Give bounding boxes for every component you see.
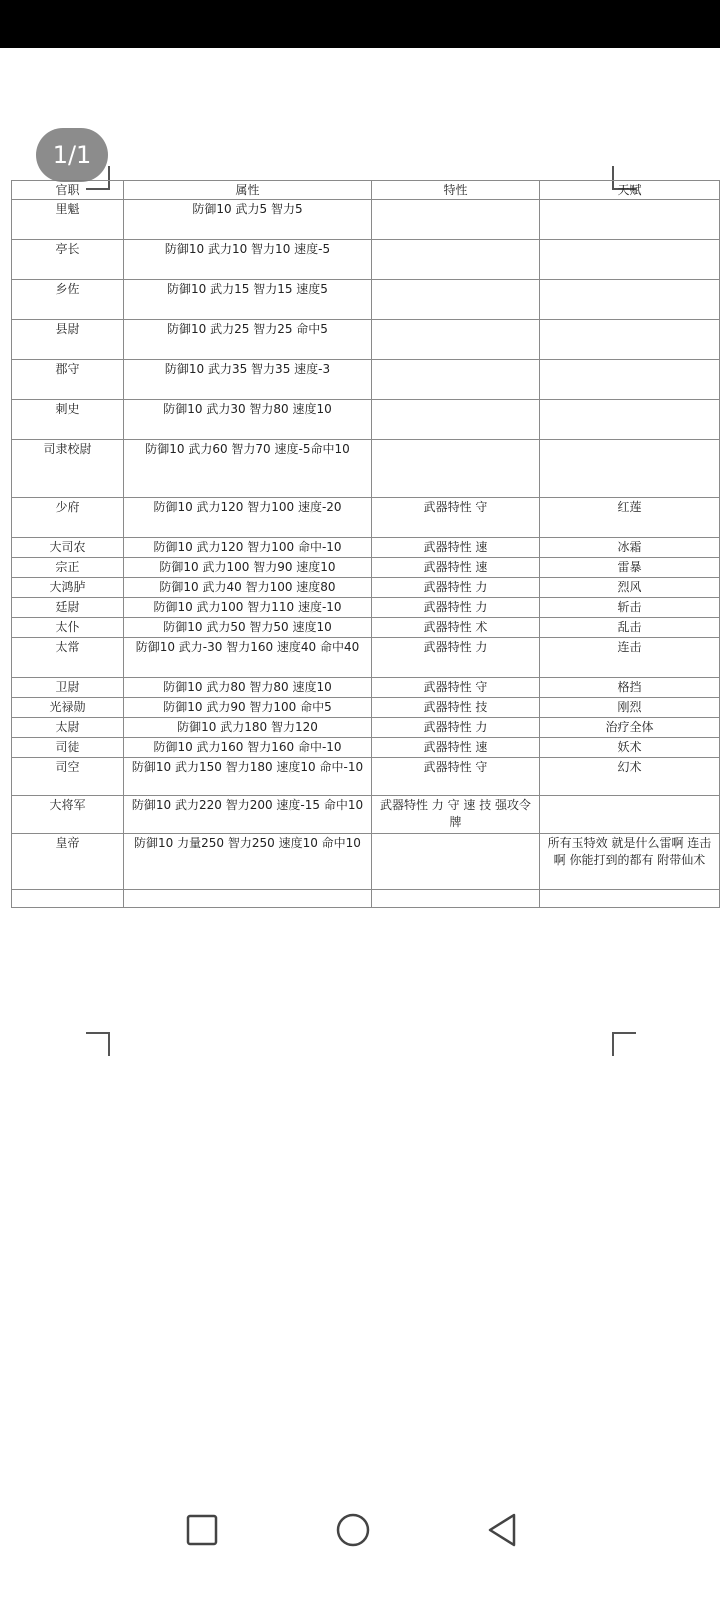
table-row: [12, 834, 720, 890]
home-button[interactable]: [323, 1505, 383, 1555]
table-row: [12, 498, 720, 538]
cell-talent: [540, 280, 720, 320]
cell-traits: 武器特性 守: [372, 678, 540, 698]
cell-rank: 宗正: [12, 558, 124, 578]
recents-button[interactable]: [172, 1505, 232, 1555]
cell-talent: 连击: [540, 638, 720, 678]
cell-rank: 司隶校尉: [12, 440, 124, 498]
cell-rank: 太仆: [12, 618, 124, 638]
cell-rank: 刺史: [12, 400, 124, 440]
cell-attributes: 防御10 武力100 智力110 速度-10: [124, 598, 372, 618]
back-triangle-icon: [484, 1512, 520, 1548]
table-row: [12, 280, 720, 320]
cell-attributes: 防御10 武力150 智力180 速度10 命中-10: [124, 758, 372, 796]
cell-talent: 刚烈: [540, 698, 720, 718]
cell-attributes: 防御10 武力30 智力80 速度10: [124, 400, 372, 440]
cell-talent: 格挡: [540, 678, 720, 698]
cell-attributes: 防御10 武力40 智力100 速度80: [124, 578, 372, 598]
cell-traits: [372, 440, 540, 498]
circle-icon: [335, 1512, 371, 1548]
back-button[interactable]: [472, 1505, 532, 1555]
cell-talent: 烈风: [540, 578, 720, 598]
cell-rank: 郡守: [12, 360, 124, 400]
cell-traits: 武器特性 技: [372, 698, 540, 718]
cell-rank: [12, 890, 124, 908]
table-row: [12, 758, 720, 796]
cell-talent: [540, 440, 720, 498]
cell-traits: [372, 200, 540, 240]
header-attributes: 属性: [124, 181, 372, 200]
cell-talent: [540, 240, 720, 280]
cell-traits: [372, 360, 540, 400]
cell-traits: 武器特性 术: [372, 618, 540, 638]
cell-rank: 大将军: [12, 796, 124, 834]
cell-attributes: 防御10 武力180 智力120: [124, 718, 372, 738]
cell-attributes: 防御10 武力120 智力100 速度-20: [124, 498, 372, 538]
cell-talent: 红莲: [540, 498, 720, 538]
table-header-row: [12, 181, 720, 200]
rank-attributes-table: [11, 180, 720, 908]
table-row: [12, 538, 720, 558]
cell-traits: 武器特性 守: [372, 498, 540, 538]
cell-talent: [540, 360, 720, 400]
cell-traits: 武器特性 力: [372, 718, 540, 738]
cell-rank: 皇帝: [12, 834, 124, 890]
cell-attributes: [124, 890, 372, 908]
cell-attributes: 防御10 武力-30 智力160 速度40 命中40: [124, 638, 372, 678]
table-row: [12, 698, 720, 718]
cell-talent: [540, 200, 720, 240]
cell-attributes: 防御10 武力220 智力200 速度-15 命中10: [124, 796, 372, 834]
status-bar: [0, 0, 720, 48]
cell-rank: 县尉: [12, 320, 124, 360]
cell-attributes: 防御10 武力160 智力160 命中-10: [124, 738, 372, 758]
cell-traits: [372, 240, 540, 280]
table-row: [12, 558, 720, 578]
cell-rank: 里魁: [12, 200, 124, 240]
cell-talent: [540, 320, 720, 360]
table-row: [12, 718, 720, 738]
cell-rank: 廷尉: [12, 598, 124, 618]
cell-talent: 治疗全体: [540, 718, 720, 738]
navigation-bar: [0, 1505, 720, 1565]
cell-rank: 大司农: [12, 538, 124, 558]
cell-traits: [372, 320, 540, 360]
cell-attributes: 防御10 武力25 智力25 命中5: [124, 320, 372, 360]
table-row: [12, 200, 720, 240]
cell-attributes: 防御10 武力100 智力90 速度10: [124, 558, 372, 578]
header-rank: 官职: [12, 181, 124, 200]
page-indicator: 1/1: [36, 128, 108, 182]
cell-talent: 斩击: [540, 598, 720, 618]
cell-traits: 武器特性 力: [372, 578, 540, 598]
cell-rank: 卫尉: [12, 678, 124, 698]
cell-traits: [372, 834, 540, 890]
cell-rank: 太尉: [12, 718, 124, 738]
cell-rank: 乡佐: [12, 280, 124, 320]
cell-rank: 大鸿胪: [12, 578, 124, 598]
cell-attributes: 防御10 武力80 智力80 速度10: [124, 678, 372, 698]
cell-talent: 冰霜: [540, 538, 720, 558]
cell-traits: 武器特性 力 守 速 技 强攻令牌: [372, 796, 540, 834]
cell-traits: 武器特性 守: [372, 758, 540, 796]
cell-attributes: 防御10 力量250 智力250 速度10 命中10: [124, 834, 372, 890]
header-talent: 天赋: [540, 181, 720, 200]
cell-attributes: 防御10 武力5 智力5: [124, 200, 372, 240]
crop-mark-bottom-right: [612, 1032, 636, 1056]
cell-traits: 武器特性 力: [372, 598, 540, 618]
cell-traits: 武器特性 速: [372, 558, 540, 578]
table-row: [12, 440, 720, 498]
cell-rank: 太常: [12, 638, 124, 678]
table-row: [12, 400, 720, 440]
cell-attributes: 防御10 武力10 智力10 速度-5: [124, 240, 372, 280]
cell-talent: 所有玉特效 就是什么雷啊 连击啊 你能打到的都有 附带仙术: [540, 834, 720, 890]
table-row: [12, 360, 720, 400]
table-row: [12, 578, 720, 598]
cell-attributes: 防御10 武力35 智力35 速度-3: [124, 360, 372, 400]
table-row: [12, 890, 720, 908]
cell-attributes: 防御10 武力15 智力15 速度5: [124, 280, 372, 320]
table-row: [12, 320, 720, 360]
cell-traits: [372, 280, 540, 320]
table-row: [12, 240, 720, 280]
cell-attributes: 防御10 武力120 智力100 命中-10: [124, 538, 372, 558]
cell-traits: [372, 890, 540, 908]
crop-mark-bottom-left: [86, 1032, 110, 1056]
cell-traits: 武器特性 力: [372, 638, 540, 678]
table-row: [12, 796, 720, 834]
cell-attributes: 防御10 武力60 智力70 速度-5命中10: [124, 440, 372, 498]
header-traits: 特性: [372, 181, 540, 200]
cell-traits: [372, 400, 540, 440]
table-row: [12, 638, 720, 678]
cell-talent: 雷暴: [540, 558, 720, 578]
cell-traits: 武器特性 速: [372, 538, 540, 558]
cell-rank: 司徒: [12, 738, 124, 758]
cell-attributes: 防御10 武力50 智力50 速度10: [124, 618, 372, 638]
table-row: [12, 678, 720, 698]
cell-talent: 乱击: [540, 618, 720, 638]
square-icon: [185, 1513, 219, 1547]
cell-talent: [540, 890, 720, 908]
cell-attributes: 防御10 武力90 智力100 命中5: [124, 698, 372, 718]
cell-rank: 亭长: [12, 240, 124, 280]
cell-talent: [540, 796, 720, 834]
cell-talent: 妖术: [540, 738, 720, 758]
cell-traits: 武器特性 速: [372, 738, 540, 758]
cell-rank: 光禄勋: [12, 698, 124, 718]
table-row: [12, 618, 720, 638]
table-row: [12, 598, 720, 618]
table-row: [12, 738, 720, 758]
cell-talent: 幻术: [540, 758, 720, 796]
cell-rank: 司空: [12, 758, 124, 796]
cell-rank: 少府: [12, 498, 124, 538]
cell-talent: [540, 400, 720, 440]
